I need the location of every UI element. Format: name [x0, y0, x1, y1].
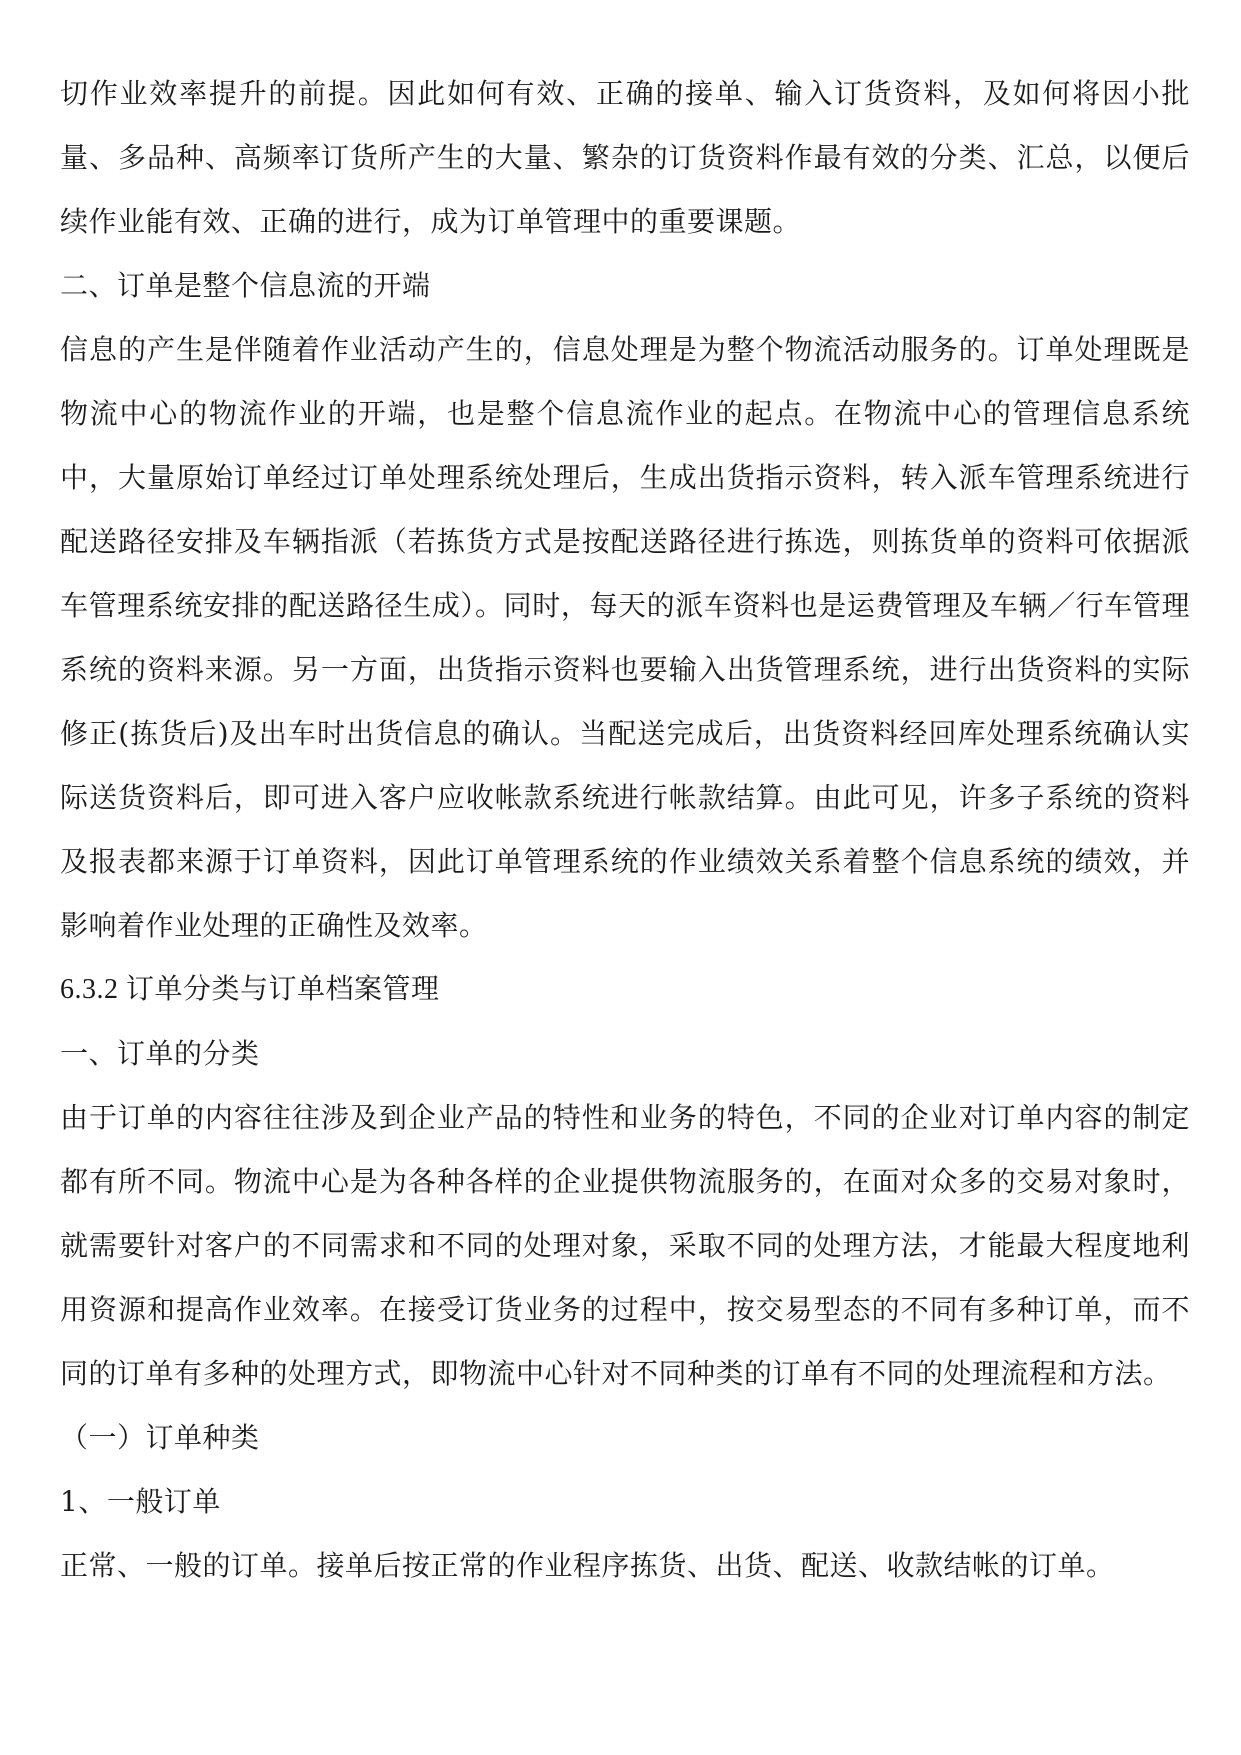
- paragraph-order-classification: 由于订单的内容往往涉及到企业产品的特性和业务的特色，不同的企业对订单内容的制定都有所不同。物流中心是为各种各样的企业提供物流服务的，在面对众多的交易对象时，就需要针对客户的不同需求和不同的处理对象，采取不同的处理方法，才能最大程度地利用资源和提高作业效率。在接受订货业务的过程中，按交易型态的不同有多种订单，而不同的订单有多种的处理方式，即物流中心针对不同种类的订单有不同的处理流程和方法。: [60, 1101, 1190, 1390]
- heading-order-info-flow: 二、订单是整个信息流的开端: [60, 269, 431, 302]
- paragraph-order-efficiency: 切作业效率提升的前提。因此如何有效、正确的接单、输入订货资料，及如何将因小批量、多品种、高频率订货所产生的大量、繁杂的订货资料作最有效的分类、汇总，以便后续作业能有效、正确的进行，成为订单管理中的重要课题。: [60, 77, 1190, 238]
- paragraph-info-flow: 信息的产生是伴随着作业活动产生的，信息处理是为整个物流活动服务的。订单处理既是物流中心的物流作业的开端，也是整个信息流作业的起点。在物流中心的管理信息系统中，大量原始订单经过订单处理系统处理后，生成出货指示资料，转入派车管理系统进行配送路径安排及车辆指派（若拣货方式是按配送路径进行拣选，则拣货单的资料可依据派车管理系统安排的配送路径生成）。同时，每天的派车资料也是运费管理及车辆／行车管理系统的资料来源。另一方面，出货指示资料也要输入出货管理系统，进行出货资料的实际修正(拣货后)及出车时出货信息的确认。当配送完成后，出货资料经回库处理系统确认实际送货资料后，即可进入客户应收帐款系统进行帐款结算。由此可见，许多子系统的资料及报表都来源于订单资料，因此订单管理系统的作业绩效关系着整个信息系统的绩效，并影响着作业处理的正确性及效率。: [60, 333, 1190, 942]
- section-heading-6-3-2: 6.3.2 订单分类与订单档案管理: [60, 974, 440, 1005]
- paragraph-general-order: 正常、一般的订单。接单后按正常的作业程序拣货、出货、配送、收款结帐的订单。: [60, 1549, 1115, 1582]
- document-page: [60, 62, 1190, 1598]
- heading-order-classification: 一、订单的分类: [60, 1037, 260, 1070]
- heading-order-types: （一）订单种类: [60, 1421, 260, 1454]
- heading-general-order: 1、一般订单: [60, 1485, 221, 1518]
